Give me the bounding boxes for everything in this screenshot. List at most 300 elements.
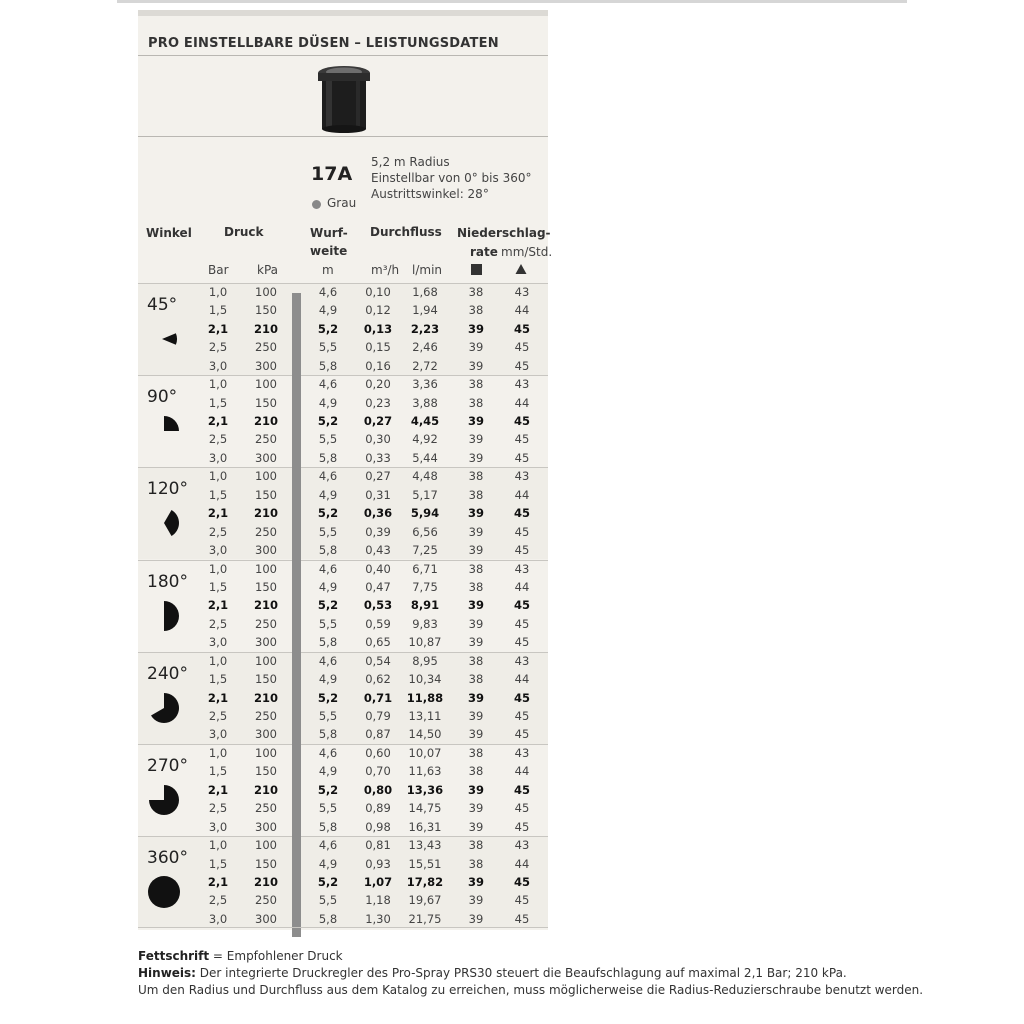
table-cell: 3,0 xyxy=(208,911,228,926)
table-cell: 2,5 xyxy=(208,893,228,908)
table-cell: 2,1 xyxy=(207,321,229,336)
performance-data-panel xyxy=(138,10,553,930)
table-cell: 5,5 xyxy=(318,524,338,539)
table-cell: 5,8 xyxy=(318,542,338,557)
table-cell: 1,5 xyxy=(208,303,228,318)
table-cell: 0,62 xyxy=(365,672,391,687)
table-cell: 11,63 xyxy=(408,764,442,779)
table-cell: 45 xyxy=(513,413,530,428)
table-cell: 15,51 xyxy=(408,856,442,871)
title-divider xyxy=(138,55,548,56)
table-cell: 0,31 xyxy=(365,487,391,502)
table-cell: 10,34 xyxy=(408,672,442,687)
table-cell: 0,33 xyxy=(365,450,391,465)
table-cell: 3,36 xyxy=(412,377,438,392)
table-cell: 6,71 xyxy=(412,561,438,576)
table-cell: 0,13 xyxy=(363,321,393,336)
color-dot-icon xyxy=(312,200,321,209)
table-cell: 210 xyxy=(253,782,278,797)
table-cell: 13,11 xyxy=(408,708,442,723)
table-cell: 0,36 xyxy=(363,506,393,521)
table-cell: 210 xyxy=(253,321,278,336)
group-separator xyxy=(138,652,548,653)
table-cell: 4,6 xyxy=(318,377,338,392)
angle-label: 45° xyxy=(147,295,178,315)
table-cell: 2,1 xyxy=(207,782,229,797)
table-cell: 1,0 xyxy=(208,285,228,299)
table-cell: 150 xyxy=(255,856,277,871)
table-cell: 45 xyxy=(514,542,530,557)
header-druck: Druck xyxy=(224,225,264,239)
table-cell: 39 xyxy=(467,506,484,521)
table-cell: 5,5 xyxy=(318,801,338,816)
table-cell: 39 xyxy=(468,450,484,465)
table-cell: 0,12 xyxy=(365,303,391,318)
angle-label: 240° xyxy=(147,663,188,684)
table-cell: 1,0 xyxy=(208,838,228,853)
footer-bold-label: Fettschrift xyxy=(138,949,210,963)
footer-hint-label: Hinweis: xyxy=(138,966,196,980)
arc-pattern-icon xyxy=(148,876,180,908)
table-cell: 2,5 xyxy=(208,432,228,447)
table-cell: 0,87 xyxy=(365,727,391,742)
arc-pattern-icon xyxy=(148,692,180,724)
table-cell: 5,2 xyxy=(317,690,339,705)
unit-bar: Bar xyxy=(208,263,229,277)
arc-shape xyxy=(151,693,179,723)
table-cell: 100 xyxy=(255,377,277,392)
table-cell: 1,68 xyxy=(412,285,438,299)
unit-m: m xyxy=(322,263,334,277)
table-cell: 0,43 xyxy=(365,542,391,557)
table-cell: 9,83 xyxy=(412,616,438,631)
table-cell: 38 xyxy=(468,377,484,392)
table-cell: 1,0 xyxy=(208,377,228,392)
table-cell: 0,65 xyxy=(365,635,391,650)
table-cell: 0,27 xyxy=(363,413,393,428)
table-cell: 300 xyxy=(255,358,277,373)
group-separator xyxy=(138,560,548,561)
spec-radius: 5,2 m Radius xyxy=(371,155,450,169)
table-cell: 210 xyxy=(253,413,278,428)
table-cell: 2,5 xyxy=(208,708,228,723)
table-cell: 100 xyxy=(255,838,277,853)
table-cell: 1,5 xyxy=(208,764,228,779)
table-cell: 1,0 xyxy=(208,746,228,760)
table-cell: 45 xyxy=(514,635,530,650)
arc-pattern-icon xyxy=(148,507,180,539)
table-cell: 5,94 xyxy=(410,506,440,521)
arc-pattern-icon xyxy=(148,323,180,355)
table-cell: 1,5 xyxy=(208,856,228,871)
table-cell: 100 xyxy=(255,469,277,484)
table-cell: 38 xyxy=(468,856,484,871)
table-cell: 250 xyxy=(255,893,277,908)
group-separator xyxy=(138,744,548,745)
table-cell: 1,07 xyxy=(363,874,393,889)
table-cell: 0,30 xyxy=(365,432,391,447)
table-cell: 0,59 xyxy=(365,616,391,631)
table-cell: 5,2 xyxy=(317,506,339,521)
table-cell: 4,45 xyxy=(410,413,440,428)
table-cell: 45 xyxy=(514,524,530,539)
table-cell: 38 xyxy=(468,746,484,760)
angle-label: 120° xyxy=(147,479,188,500)
footer-hint-line2: Um den Radius und Durchfluss aus dem Katalog zu erreichen, muss möglicherweise die Radius-Reduzierschraube benutzt werden. xyxy=(138,983,924,997)
table-cell: 11,88 xyxy=(406,690,444,705)
table-cell: 0,54 xyxy=(365,653,391,668)
table-cell: 250 xyxy=(255,524,277,539)
table-cell: 0,15 xyxy=(365,340,391,355)
table-cell: 38 xyxy=(468,469,484,484)
angle-group xyxy=(138,375,548,467)
table-cell: 300 xyxy=(255,635,277,650)
table-cell: 150 xyxy=(255,579,277,594)
table-cell: 39 xyxy=(468,708,484,723)
table-cell: 3,0 xyxy=(208,450,228,465)
table-cell: 19,67 xyxy=(408,893,442,908)
table-cell: 2,1 xyxy=(207,598,229,613)
table-cell: 5,44 xyxy=(412,450,438,465)
table-cell: 2,72 xyxy=(412,358,438,373)
table-cell: 5,17 xyxy=(412,487,438,502)
table-cell: 0,71 xyxy=(363,690,393,705)
table-cell: 45 xyxy=(514,727,530,742)
footer-hint-text: Der integrierte Druckregler des Pro-Spray PRS30 steuert die Beaufschlagung auf maximal 2,1 Bar; 210 kPa. xyxy=(195,966,847,980)
table-cell: 43 xyxy=(514,746,530,760)
table-cell: 100 xyxy=(255,746,277,760)
angle-group xyxy=(138,560,548,652)
table-cell: 43 xyxy=(514,838,530,853)
nozzle-image xyxy=(316,64,372,134)
table-cell: 5,8 xyxy=(318,635,338,650)
table-cell: 4,9 xyxy=(318,672,338,687)
table-cell: 300 xyxy=(255,911,277,926)
arc-shape xyxy=(148,876,180,908)
table-cell: 39 xyxy=(468,911,484,926)
table-cell: 13,43 xyxy=(408,838,442,853)
table-cell: 2,5 xyxy=(208,616,228,631)
unit-m3h: m³/h xyxy=(371,263,400,277)
table-cell: 44 xyxy=(514,672,530,687)
table-cell: 3,0 xyxy=(208,635,228,650)
table-cell: 39 xyxy=(468,432,484,447)
table-cell: 300 xyxy=(255,450,277,465)
table-cell: 39 xyxy=(467,413,484,428)
table-cell: 4,6 xyxy=(318,746,338,760)
table-cell: 210 xyxy=(253,598,278,613)
top-rule xyxy=(117,0,907,3)
table-cell: 250 xyxy=(255,616,277,631)
arc-pattern-icon xyxy=(148,784,180,816)
table-cell: 45 xyxy=(514,893,530,908)
table-cell: 39 xyxy=(467,874,484,889)
table-cell: 2,46 xyxy=(412,340,438,355)
table-cell: 0,93 xyxy=(365,856,391,871)
table-cell: 8,91 xyxy=(410,598,440,613)
table-cell: 44 xyxy=(514,395,530,410)
arc-shape xyxy=(164,601,179,631)
table-cell: 7,75 xyxy=(412,579,438,594)
table-cell: 10,87 xyxy=(408,635,442,650)
square-spacing-icon xyxy=(471,264,482,275)
table-cell: 1,30 xyxy=(365,911,391,926)
table-cell: 4,9 xyxy=(318,303,338,318)
table-cell: 0,89 xyxy=(365,801,391,816)
angle-group xyxy=(138,467,548,559)
table-cell: 100 xyxy=(255,653,277,668)
table-cell: 250 xyxy=(255,708,277,723)
table-cell: 0,10 xyxy=(365,285,391,299)
table-cell: 250 xyxy=(255,801,277,816)
spec-adjustable: Einstellbar von 0° bis 360° xyxy=(371,171,532,185)
panel-top-bar xyxy=(138,10,548,16)
table-cell: 3,0 xyxy=(208,727,228,742)
table-cell: 0,53 xyxy=(363,598,393,613)
arc-pattern-icon xyxy=(148,600,180,632)
table-cell: 1,94 xyxy=(412,303,438,318)
table-cell: 39 xyxy=(468,801,484,816)
table-cell: 2,23 xyxy=(410,321,440,336)
table-cell: 0,98 xyxy=(365,819,391,834)
model-number: 17A xyxy=(311,163,353,185)
table-cell: 0,81 xyxy=(365,838,391,853)
table-cell: 3,0 xyxy=(208,819,228,834)
table-cell: 4,9 xyxy=(318,579,338,594)
table-cell: 1,0 xyxy=(208,653,228,668)
table-cell: 43 xyxy=(514,285,530,299)
header-niederschlag-2: rate xyxy=(470,245,498,259)
table-cell: 0,20 xyxy=(365,377,391,392)
table-cell: 45 xyxy=(513,321,530,336)
table-cell: 100 xyxy=(255,561,277,576)
table-cell: 5,5 xyxy=(318,616,338,631)
table-cell: 4,6 xyxy=(318,285,338,299)
angle-group xyxy=(138,283,548,375)
arc-shape xyxy=(160,510,180,537)
table-cell: 5,2 xyxy=(317,598,339,613)
table-cell: 44 xyxy=(514,487,530,502)
table-cell: 45 xyxy=(513,598,530,613)
table-cell: 39 xyxy=(468,542,484,557)
table-cell: 39 xyxy=(467,782,484,797)
triangle-spacing-icon xyxy=(515,263,527,275)
table-cell: 5,8 xyxy=(318,727,338,742)
table-cell: 0,47 xyxy=(365,579,391,594)
angle-label: 180° xyxy=(147,571,188,592)
table-cell: 16,31 xyxy=(408,819,442,834)
group-separator xyxy=(138,467,548,468)
table-cell: 5,5 xyxy=(318,432,338,447)
footer-bold-note xyxy=(138,949,343,963)
table-cell: 39 xyxy=(468,819,484,834)
table-cell: 210 xyxy=(253,506,278,521)
table-cell: 210 xyxy=(253,690,278,705)
angle-group xyxy=(138,652,548,744)
table-cell: 38 xyxy=(468,487,484,502)
image-divider xyxy=(138,136,548,137)
table-cell: 5,2 xyxy=(317,413,339,428)
table-cell: 5,2 xyxy=(317,782,339,797)
table-cell: 45 xyxy=(513,690,530,705)
table-cell: 2,1 xyxy=(207,506,229,521)
angle-group xyxy=(138,744,548,836)
angle-label: 90° xyxy=(147,387,178,408)
table-cell: 14,50 xyxy=(408,727,442,742)
header-winkel: Winkel xyxy=(146,226,192,240)
table-cell: 300 xyxy=(255,727,277,742)
table-cell: 2,1 xyxy=(207,690,229,705)
table-cell: 45 xyxy=(514,911,530,926)
table-cell: 0,60 xyxy=(365,746,391,760)
table-cell: 5,8 xyxy=(318,358,338,373)
table-cell: 38 xyxy=(468,764,484,779)
table-cell: 45 xyxy=(514,801,530,816)
table-cell: 39 xyxy=(468,340,484,355)
table-cell: 17,82 xyxy=(406,874,444,889)
table-cell: 4,6 xyxy=(318,653,338,668)
table-cell: 150 xyxy=(255,764,277,779)
spec-trajectory: Austrittswinkel: 28° xyxy=(371,187,489,201)
table-cell: 5,5 xyxy=(318,708,338,723)
table-cell: 38 xyxy=(468,838,484,853)
table-cell: 39 xyxy=(468,893,484,908)
table-cell: 45 xyxy=(514,450,530,465)
table-cell: 45 xyxy=(514,340,530,355)
table-cell: 300 xyxy=(255,542,277,557)
header-wurf-1: Wurf- xyxy=(310,226,348,240)
table-cell: 38 xyxy=(468,395,484,410)
table-cell: 0,23 xyxy=(365,395,391,410)
header-niederschlag-1: Niederschlag- xyxy=(457,226,551,240)
table-cell: 2,5 xyxy=(208,801,228,816)
table-cell: 43 xyxy=(514,653,530,668)
table-cell: 250 xyxy=(255,432,277,447)
angle-label: 360° xyxy=(147,848,188,869)
table-cell: 8,95 xyxy=(412,653,438,668)
table-cell: 100 xyxy=(255,285,277,299)
table-cell: 45 xyxy=(514,819,530,834)
angle-group xyxy=(138,836,548,928)
table-cell: 4,6 xyxy=(318,838,338,853)
table-cell: 0,40 xyxy=(365,561,391,576)
header-wurf-2: weite xyxy=(310,244,348,258)
group-separator xyxy=(138,836,548,837)
table-cell: 44 xyxy=(514,856,530,871)
table-cell: 1,0 xyxy=(208,469,228,484)
table-cell: 45 xyxy=(514,708,530,723)
table-cell: 39 xyxy=(468,524,484,539)
header-durchfluss: Durchfluss xyxy=(370,225,442,239)
table-cell: 5,2 xyxy=(317,321,339,336)
table-cell: 2,5 xyxy=(208,340,228,355)
table-cell: 1,0 xyxy=(208,561,228,576)
table-cell: 43 xyxy=(514,469,530,484)
table-cell: 0,70 xyxy=(365,764,391,779)
table-cell: 3,88 xyxy=(412,395,438,410)
table-cell: 150 xyxy=(255,487,277,502)
table-cell: 0,16 xyxy=(365,358,391,373)
table-cell: 44 xyxy=(514,764,530,779)
table-cell: 39 xyxy=(467,598,484,613)
table-cell: 39 xyxy=(468,727,484,742)
table-cell: 0,27 xyxy=(365,469,391,484)
color-label: Grau xyxy=(327,196,357,210)
table-cell: 1,5 xyxy=(208,395,228,410)
table-cell: 4,48 xyxy=(412,469,438,484)
arc-pattern-icon xyxy=(148,415,180,447)
table-divider-bar xyxy=(292,293,301,937)
table-cell: 39 xyxy=(467,690,484,705)
table-cell: 45 xyxy=(513,874,530,889)
table-cell: 45 xyxy=(514,432,530,447)
table-cell: 150 xyxy=(255,395,277,410)
table-cell: 38 xyxy=(468,285,484,299)
table-cell: 43 xyxy=(514,561,530,576)
table-cell: 1,5 xyxy=(208,487,228,502)
table-cell: 7,25 xyxy=(412,542,438,557)
table-cell: 45 xyxy=(514,616,530,631)
table-cell: 5,5 xyxy=(318,340,338,355)
table-cell: 5,8 xyxy=(318,819,338,834)
table-cell: 5,5 xyxy=(318,893,338,908)
arc-shape xyxy=(164,416,179,431)
table-bottom-rule xyxy=(138,927,548,928)
table-cell: 2,5 xyxy=(208,524,228,539)
table-cell: 38 xyxy=(468,672,484,687)
table-cell: 4,9 xyxy=(318,487,338,502)
panel-title: PRO EINSTELLBARE DÜSEN – LEISTUNGSDATEN xyxy=(148,36,499,51)
table-cell: 5,8 xyxy=(318,911,338,926)
table-cell: 39 xyxy=(468,616,484,631)
table-cell: 38 xyxy=(468,303,484,318)
table-cell: 39 xyxy=(468,635,484,650)
table-cell: 45 xyxy=(514,358,530,373)
footer-hint xyxy=(138,966,847,980)
table-cell: 3,0 xyxy=(208,358,228,373)
table-cell: 44 xyxy=(514,303,530,318)
table-cell: 39 xyxy=(467,321,484,336)
group-separator xyxy=(138,375,548,376)
unit-lmin: l/min xyxy=(412,263,443,277)
table-cell: 14,75 xyxy=(408,801,442,816)
header-niederschlag-unit: mm/Std. xyxy=(501,245,553,259)
table-cell: 21,75 xyxy=(408,911,442,926)
table-cell: 150 xyxy=(255,672,277,687)
table-cell: 4,6 xyxy=(318,561,338,576)
unit-kpa: kPa xyxy=(257,263,278,277)
table-cell: 4,9 xyxy=(318,764,338,779)
table-cell: 38 xyxy=(468,579,484,594)
table-cell: 250 xyxy=(255,340,277,355)
table-cell: 0,79 xyxy=(365,708,391,723)
table-cell: 4,9 xyxy=(318,395,338,410)
arc-shape xyxy=(149,785,179,815)
arc-shape xyxy=(162,333,180,349)
table-cell: 150 xyxy=(255,303,277,318)
group-separator xyxy=(138,283,548,284)
table-cell: 1,5 xyxy=(208,672,228,687)
table-cell: 210 xyxy=(253,874,278,889)
table-cell: 4,6 xyxy=(318,469,338,484)
footer-bold-text: = Empfohlener Druck xyxy=(209,949,343,963)
table-cell: 2,1 xyxy=(207,874,229,889)
table-cell: 3,0 xyxy=(208,542,228,557)
table-cell: 38 xyxy=(468,561,484,576)
table-cell: 45 xyxy=(513,782,530,797)
table-cell: 44 xyxy=(514,579,530,594)
table-cell: 5,2 xyxy=(317,874,339,889)
